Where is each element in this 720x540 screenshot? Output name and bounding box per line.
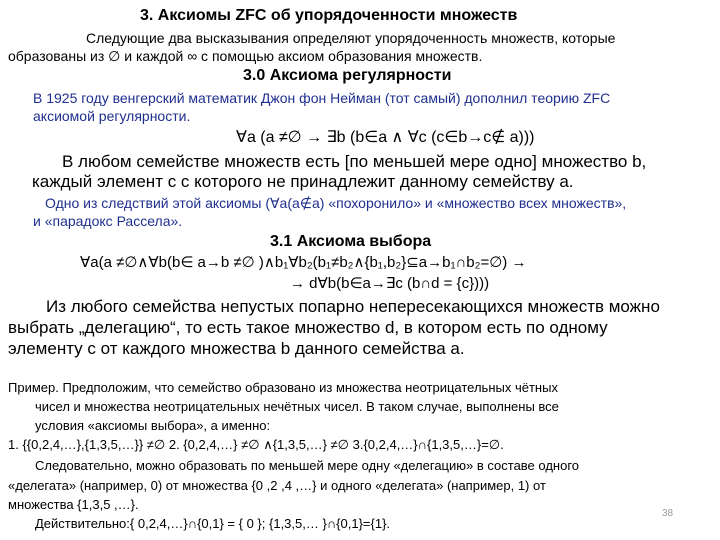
choice-statement-1: Из любого семейства непустых попарно непересекающихся множеств можно bbox=[46, 297, 660, 316]
regularity-formula: ∀a (a ≠∅ → ∃b (b∈a ∧ ∀c (c∈b→c∉ a))) bbox=[236, 129, 535, 146]
example-line-7: множества {1,3,5 ,…}. bbox=[8, 497, 139, 512]
example-line-4: 1. {{0,2,4,…},{1,3,5,…}} ≠∅ 2. {0,2,4,…} ≠∅ ∧{1,3,5,…} ≠∅ 3.{0,2,4,…}∩{1,3,5,…}=∅. bbox=[8, 437, 504, 452]
intro-line-1: Следующие два высказывания определяют упорядоченность множеств, которые bbox=[86, 30, 616, 46]
example-line-3: условия «аксиомы выбора», а именно: bbox=[35, 418, 271, 433]
example-line-5: Следовательно, можно образовать по меньшей мере одну «делегацию» в составе одного bbox=[35, 458, 580, 473]
regularity-consequence-1: Одно из следствий этой аксиомы (∀a(a∉a) «похоронило» и «множество всех множеств», bbox=[45, 195, 627, 211]
regularity-statement-2: каждый элемент с с которого не принадлежит данному семейству a. bbox=[32, 172, 574, 191]
choice-statement-3: элементу с от каждого множества b данного семейства a. bbox=[8, 339, 465, 358]
intro-line-2: образованы из ∅ и каждой ∞ с помощью аксиом образования множеств. bbox=[8, 48, 483, 64]
choice-formula-2: → d∀b(b∈a→∃c (b∩d = {c}))) bbox=[290, 275, 490, 292]
choice-formula-1: ∀a(a ≠∅∧∀b(b∈ a→b ≠∅ )∧b₁∀b₂(b₁≠b₂∧{b₁,b₂}⊆a→b₁∩b₂=∅) → bbox=[80, 254, 527, 271]
choice-statement-2: выбрать „делегацию“, то есть такое множество d, в котором есть по одному bbox=[8, 318, 608, 337]
regularity-history-2: аксиомой регулярности. bbox=[33, 108, 191, 124]
choice-heading: 3.1 Аксиома выбора bbox=[270, 233, 432, 250]
regularity-statement-1: В любом семействе множеств есть [по меньшей мере одно] множество b, bbox=[62, 152, 647, 171]
slide-title: 3. Аксиомы ZFC об упорядоченности множеств bbox=[140, 7, 518, 24]
page-number: 38 bbox=[662, 508, 674, 519]
regularity-heading: 3.0 Аксиома регулярности bbox=[243, 67, 452, 84]
example-line-1: Пример. Предположим, что семейство образовано из множества неотрицательных чётных bbox=[8, 380, 558, 395]
example-line-2: чисел и множества неотрицательных нечётных чисел. В таком случае, выполнены все bbox=[35, 399, 559, 414]
example-line-8: Действительно:{ 0,2,4,…}∩{0,1} = { 0 }; {1,3,5,… }∩{0,1}={1}. bbox=[35, 516, 391, 531]
example-line-6: «делегата» (например, 0) от множества {0 ,2 ,4 ,…} и одного «делегата» (например, 1) от bbox=[8, 478, 546, 493]
regularity-history-1: В 1925 году венгерский математик Джон фон Нейман (тот самый) дополнил теорию ZFC bbox=[33, 90, 611, 106]
regularity-consequence-2: и «парадокс Рассела». bbox=[33, 213, 183, 229]
